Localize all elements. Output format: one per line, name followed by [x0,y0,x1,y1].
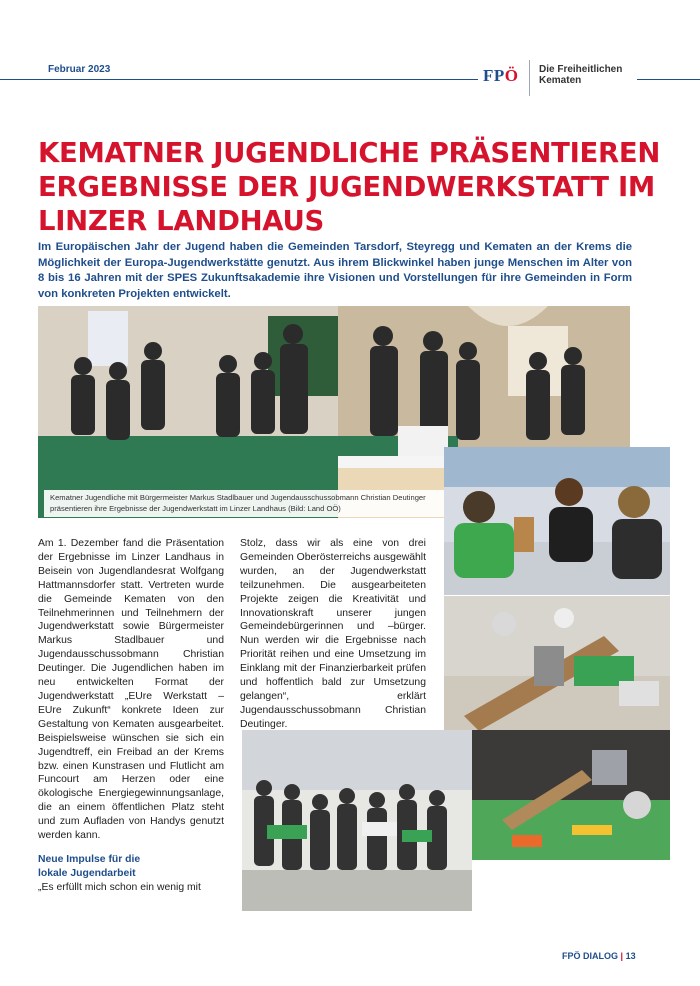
header-rule-right [637,79,700,80]
headline-line-2: ERGEBNISSE DER JUGENDWERKSTATT IM [38,171,655,203]
tube-model-photo [472,730,670,860]
header-rule-left [0,79,478,80]
issue-date: Februar 2023 [48,64,111,75]
article-column-1 [38,537,224,895]
subheading-line-1: Neue Impulse für die [38,853,141,865]
group-with-models-photo [242,730,472,911]
model-closeup-photo [444,596,670,731]
footer-label: FPÖ DIALOG [562,951,618,961]
brand-line-1: Die Freiheitlichen [539,64,623,75]
headline-line-3: LINZER LANDHAUS [38,205,324,237]
brand-line-2: Kematen [539,75,582,86]
column-1-end-text: „Es erfüllt mich schon ein wenig mit [38,881,201,893]
headline-line-1: KEMATNER JUGENDLICHE PRÄSENTIEREN [38,137,661,169]
page-number: 13 [625,951,636,961]
column-2-text: Stolz, dass wir als eine von drei Gemeinden Oberösterreichs ausgewählt wurden, an der Jugendwerkstatt teilzunehmen. Die ausgearbeiteten Projekte zeigen die Kreativität und Innovationskraft unserer jungen Gemeindebürgerinnen und –bürger. Nun werden wir die Ergebnisse nach Priorität reihen und eine Umsetzung im Einklang mit der Finanzierbarkeit prüfen und hoffentlich bald zur Umsetzung gelangen“, erklärt Jugendausschussobmann Christian Deutinger. [240,538,426,730]
article-lead: Im Europäischen Jahr der Jugend haben die Gemeinden Tarsdorf, Steyregg und Kematen an der Krems die Möglichkeit der Europa-Jugendwerkstätte genutzt. Aus ihrem Blickwinkel haben junge Menschen im Alter von 8 bis 16 Jahren mit der SPES Zukunftsakademie ihre Visionen und Vorstellungen für ihre Gemeinden in Form von konkreten Projekten entwickelt. [38,241,632,300]
page-footer [562,951,636,961]
photo-caption: Kematner Jugendliche mit Bürgermeister Markus Stadlbauer und Jugendausschussobmann Christian Deutinger präsentieren ihre Ergebnisse der Jugendwerkstatt im Linzer Landhaus (Bild: Land OÖ) [44,490,447,517]
article-column-2 [240,537,426,732]
article-headline [38,136,668,238]
kids-at-table-photo [444,447,670,595]
logo-divider [529,60,530,96]
fpoe-logo: FPÖ [483,66,519,85]
brand-name [539,64,622,86]
footer-separator: | [620,951,624,961]
subheading-line-2: lokale Jugendarbeit [38,867,136,879]
subheading [38,853,224,881]
column-1-text: Am 1. Dezember fand die Präsentation der Ergebnisse im Linzer Landhaus in Beisein von Jugendlandesrat Wolfgang Hattmannsdorfer statt. Vertreten wurde die Gemeinde Kematen von den Teilnehmerinnen und Teilnehmern der Jugendwerkstatt sowie Bürgermeister Markus Stadlbauer und Jugendausschussobmann Christian Deutinger. Die Jugendlichen haben im neu entwickelten Format der Jugendwerkstatt „EUre Werkstatt – EUre Zukunft“ konkrete Ideen zur Gestaltung von Kematen ausgearbeitet. Beispielsweise wünschen sie sich ein Jugendtreff, ein Freibad an der Krems bzw. einen Kunstrasen und Flutlicht am Funcourt am Herzen oder eine ökologische Energiegewinnungsanlage, die an einem öffentlichen Platz steht und zum Aufladen von Handys genutzt werden kann. [38,538,224,842]
